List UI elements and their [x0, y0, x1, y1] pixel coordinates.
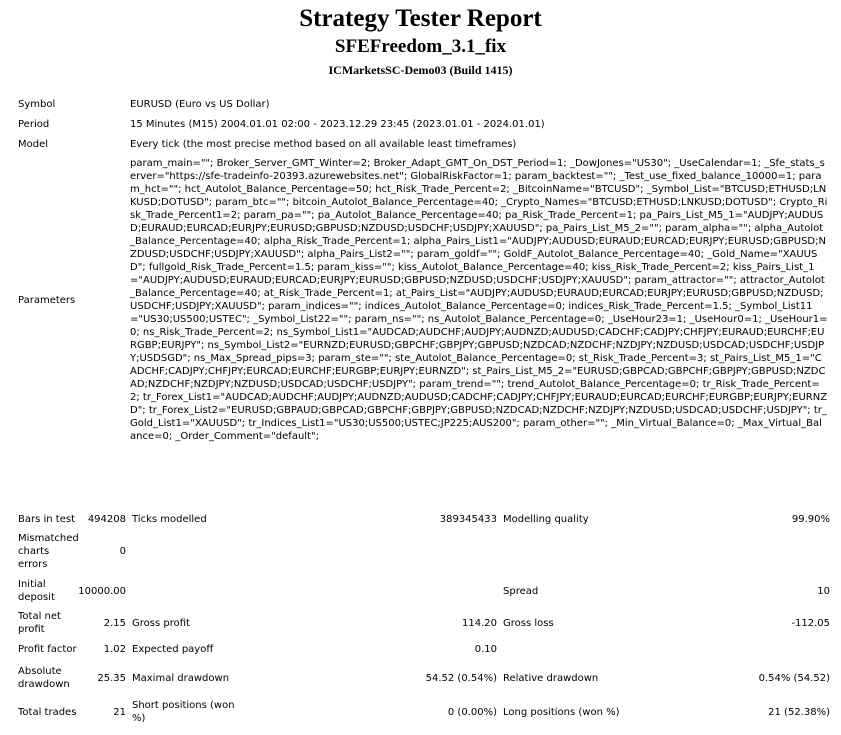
deposit-value: 10000.00 — [78, 585, 126, 597]
stats-row-profit — [18, 608, 830, 638]
mismatch-value: 0 — [119, 545, 126, 557]
server-build: ICMarketsSC-Demo03 (Build 1415) — [328, 63, 513, 77]
parameters-value: param_main=""; Broker_Server_GMT_Winter=2; Broker_Adapt_GMT_On_DST_Period=1; _DowJones="US30"; _UseCalendar=1; _Sfe_stats_server="https://sfe-tradeinfo-20393.azurewebsites.net"; GlobalRiskFactor=1; param_backtest=""; _Test_use_fixed_balance_10000=1; param_hct=""; hct_Autolot_Balance_Percentage=50; hct_Risk_Trade_Percent=2; _BitcoinName="BTCUSD"; _Symbol_List="BTCUSD;ETHUSD;LNKUSD;DOTUSD"; param_btc=""; bitcoin_Autolot_Balance_Percentage=40; _Crypto_Names="BTCUSD;ETHUSD;LNKUSD;DOTUSD"; Crypto_Risk_Trade_Percent1=2; param_pa=""; pa_Autolot_Balance_Percentage=40; pa_Risk_Trade_Percent=1; pa_Pairs_List_M5_1="AUDJPY;AUDUSD;EURAUD;EURCAD;EURJPY;EURUSD;GBPUSD;NZDUSD;USDCHF;USDJPY;XAUUSD"; pa_Pairs_List_M5_2=""; param_alpha=""; alpha_Autolot_Balance_Percentage=40; alpha_Risk_Trade_Percent=1; alpha_Pairs_List1="AUDJPY;AUDUSD;EURAUD;EURCAD;EURJPY;EURUSD;GBPUSD;NZDUSD;USDCHF;USDJPY;XAUUSD"; alpha_Pairs_List2=""; param_goldf=""; GoldF_Autolot_Balance_Percentage=40; _Gold_Name="XAUUSD"; fullgold_Risk_Trade_Percent=1.5; param_kiss=""; kiss_Autolot_Balance_Percentage=40; kiss_Risk_Trade_Percent=2; kiss_Pairs_List_1="AUDJPY;AUDUSD;EURAUD;EURCAD;EURJPY;EURUSD;GBPUSD;NZDUSD;USDCHF;USDJPY;XAUUSD"; param_attractor=""; attractor_Autolot_Balance_Percentage=40; at_Risk_Trade_Percent=1; at_Pairs_List="AUDJPY;AUDUSD;EURAUD;EURCAD;EURJPY;EURUSD;GBPUSD;NZDUSD;USDCHF;USDJPY;XAUUSD"; param_indices=""; indices_Autolot_Balance_Percentage=0; indices_Risk_Trade_Percent=1.5; _Symbol_List11="US30;US500;USTEC"; _Symbol_List22=""; param_ns=""; ns_Autolot_Balance_Percentage=0; _UseHour23=1; _UseHour0=1; _UseHour1=0; ns_Risk_Trade_Percent=2; ns_Symbol_List1="AUDCAD;AUDCHF;AUDJPY;AUDNZD;AUDUSD;CADCHF;CADJPY;CHFJPY;EURAUD;EURCHF;EURGBP;EURJPY"; ns_Symbol_List2="EURNZD;EURUSD;GBPCHF;GBPJPY;GBPUSD;NZDCAD;NZDCHF;NZDJPY;NZDUSD;USDCAD;USDCHF;USDJPY;USDSGD"; ns_Max_Spread_pips=3; param_ste=""; ste_Autolot_Balance_Percentage=0; st_Risk_Trade_Percent=3; st_Pairs_List_M5_1="CADCHF;CADJPY;CHFJPY;EURCAD;EURCHF;EURGBP;EURJPY;EURNZD"; st_Pairs_List_M5_2="EURUSD;GBPCAD;GBPCHF;GBPJPY;GBPUSD;NZDCAD;NZDCHF;NZDJPY;NZDUSD;USDCAD;USDCHF;USDJPY"; param_trend=""; trend_Autolot_Balance_Percentage=0; tr_Risk_Trade_Percent=2; tr_Forex_List1="AUDCAD;AUDCHF;AUDJPY;AUDNZD;AUDUSD;CADCHF;CADJPY;CHFJPY;EURAUD;EURCAD;EURCHF;EURGBP;EURJPY;EURNZD"; tr_Forex_List2="EURUSD;GBPAUD;GBPCAD;GBPCHF;GBPJPY;GBPUSD;NZDCAD;NZDCHF;NZDJPY;NZDUSD;USDCAD;USDCHF;USDJPY"; tr_Gold_List1="XAUUSD"; tr_Indices_List1="US30;US500;USTEC;JP225;AUS200"; param_other=""; _Min_Virtual_Balance=0; _Max_Virtual_Balance=0; _Order_Comment="default"; — [130, 158, 828, 442]
payoff-label: Expected payoff — [132, 643, 214, 655]
grossloss-label: Gross loss — [503, 617, 554, 629]
deposit-label: Initial deposit — [18, 579, 55, 603]
ticks-value: 389345433 — [439, 514, 497, 525]
model-label: Model — [18, 139, 49, 150]
maxdd-label: Maximal drawdown — [132, 672, 230, 684]
stats-row-bars — [18, 511, 830, 528]
trades-label: Total trades — [18, 706, 77, 718]
stats-row-deposit — [18, 574, 830, 608]
spread-label: Spread — [503, 585, 539, 597]
stats-row-mismatch — [18, 528, 830, 574]
symbol-value: EURUSD (Euro vs US Dollar) — [130, 99, 270, 110]
model-row — [18, 138, 828, 157]
results-table — [18, 511, 830, 728]
maxdd-value: 54.52 (0.54%) — [425, 672, 497, 684]
period-value: 15 Minutes (M15) 2004.01.01 02:00 - 2023.12.29 23:45 (2023.01.01 - 2024.01.01) — [130, 119, 545, 130]
reldd-value: 0.54% (54.52) — [758, 672, 830, 684]
model-value: Every tick (the most precise method based on all available least timeframes) — [130, 139, 517, 150]
grossprofit-value: 114.20 — [462, 617, 497, 629]
grossloss-value: -112.05 — [791, 617, 830, 629]
profitfactor-value: 1.02 — [103, 643, 126, 655]
quality-label: Modelling quality — [503, 514, 589, 525]
ticks-label: Ticks modelled — [132, 514, 207, 525]
netprofit-value: 2.15 — [103, 617, 126, 629]
stats-row-factor — [18, 638, 830, 660]
quality-value: 99.90% — [791, 514, 830, 525]
test-info-table — [18, 98, 828, 443]
stats-row-drawdown — [18, 660, 830, 696]
report-title: Strategy Tester Report — [299, 5, 542, 32]
bars-label: Bars in test — [18, 514, 75, 525]
absdd-label: Absolute drawdown — [18, 666, 70, 690]
short-value: 0 (0.00%) — [447, 706, 497, 718]
bars-value: 494208 — [87, 514, 126, 525]
short-label: Short positions (won %) — [132, 700, 235, 724]
symbol-row — [18, 98, 828, 118]
netprofit-label: Total net profit — [18, 611, 61, 635]
parameters-row — [18, 157, 828, 443]
profitfactor-label: Profit factor — [18, 643, 77, 655]
period-row — [18, 118, 828, 138]
absdd-value: 25.35 — [97, 672, 126, 684]
period-label: Period — [18, 119, 50, 130]
symbol-label: Symbol — [18, 99, 56, 110]
spread-value: 10 — [817, 585, 830, 597]
expert-name: SFEFreedom_3.1_fix — [334, 36, 507, 57]
mismatch-label: Mismatched charts errors — [18, 532, 79, 570]
stats-row-trades — [18, 696, 830, 728]
long-label: Long positions (won %) — [503, 706, 620, 718]
reldd-label: Relative drawdown — [503, 672, 599, 684]
grossprofit-label: Gross profit — [132, 617, 190, 629]
report-header — [0, 0, 841, 79]
trades-value: 21 — [113, 706, 126, 718]
parameters-label: Parameters — [18, 294, 76, 306]
long-value: 21 (52.38%) — [768, 706, 830, 718]
payoff-value: 0.10 — [474, 643, 497, 655]
